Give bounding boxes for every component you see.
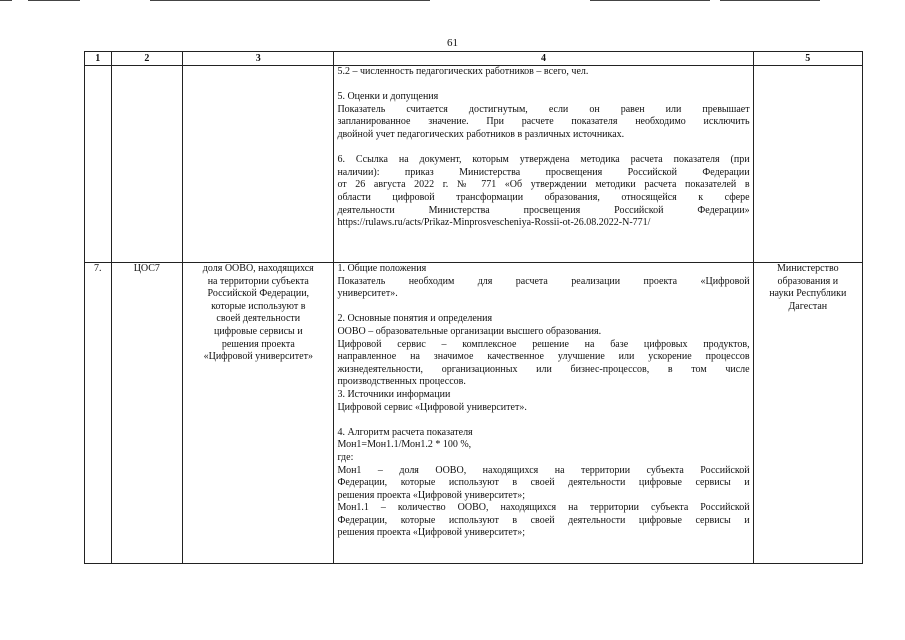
header-row — [85, 52, 863, 66]
indicator-name-line: решения проекта — [221, 338, 295, 350]
page-number: 61 — [447, 37, 458, 49]
section-2-line: направленное на значимое качественное улучшение или ускорение процессов — [337, 351, 750, 363]
top-rule-right — [590, 0, 710, 1]
row1-method-cell — [334, 66, 753, 263]
document-url: https://rulaws.ru/acts/Prikaz-Minprosvescheniya-Rossii-ot-26.08.2022-N-771/ — [337, 217, 651, 229]
indicator-name-line: цифровые сервисы и — [213, 325, 303, 337]
header-col-2: 2 — [111, 52, 183, 66]
section-6-line: области цифровой трансформации образования, относящейся к сфере — [337, 191, 750, 203]
header-col-3: 3 — [183, 52, 334, 66]
indicator-name-line: своей деятельности — [216, 313, 301, 325]
top-rule-right-2 — [720, 0, 820, 1]
section-2-line: ООВО – образовательные организации высшего образования. — [337, 325, 602, 337]
responsible-line: Дагестан — [788, 300, 828, 312]
section-6-line: от 26 августа 2022 г. № 771 «Об утверждении методики расчета показателей в — [337, 179, 750, 191]
section-4-line: решения проекта «Цифровой университет»; — [337, 489, 525, 501]
row1-responsible-cell — [753, 66, 862, 263]
top-rule-left — [0, 0, 12, 1]
header-col-5: 5 — [753, 52, 862, 66]
responsible-cell — [753, 263, 862, 564]
formula: Мон1=Мон1.1/Мон1.2 * 100 %, — [337, 439, 472, 451]
header-col-1: 1 — [85, 52, 112, 66]
top-rule-mid — [150, 0, 430, 1]
section-6-line: деятельности Министерства просвещения Российской Федерации» — [337, 204, 750, 216]
item-5-2: 5.2 – численность педагогических работников – всего, чел. — [337, 66, 589, 77]
indicator-name-line: которые используют в — [211, 300, 306, 312]
section-2-line: Цифровой сервис – комплексное решение на базе цифровых продуктов, — [337, 338, 750, 350]
indicator-name-line: «Цифровой университет» — [203, 351, 313, 363]
section-5-line: Показатель считается достигнутым, если он равен или превышает — [337, 103, 750, 115]
indicator-name-line: доля ООВО, находящихся — [202, 263, 314, 274]
indicator-name-line: Российской Федерации, — [207, 288, 310, 300]
section-5-title: 5. Оценки и допущения — [337, 91, 439, 103]
responsible-line: науки Республики — [769, 288, 847, 300]
section-5-line: двойной учет педагогических работников в различных источниках. — [337, 128, 625, 140]
indicator-name-cell — [183, 263, 334, 564]
indicator-method-cell — [334, 263, 753, 564]
table-row — [85, 263, 863, 564]
section-1-line: Показатель необходим для расчета реализации проекта «Цифровой — [337, 275, 750, 287]
section-2-title: 2. Основные понятия и определения — [337, 313, 493, 325]
section-2-line: жизнедеятельности, организационных или бизнес-процессов, в том числе — [337, 363, 750, 375]
methodology-table — [84, 51, 863, 564]
section-3-title: 3. Источники информации — [337, 388, 451, 400]
section-4-line: Мон1 – доля ООВО, находящихся на территории субъекта Российской — [337, 464, 750, 476]
header-col-4: 4 — [334, 52, 753, 66]
section-4-line: Федерации, которые используют в своей деятельности цифровые сервисы и — [337, 514, 750, 526]
section-3-line: Цифровой сервис «Цифровой университет». — [337, 401, 527, 413]
row1-name-cell — [183, 66, 334, 263]
indicator-code: ЦОС7 — [111, 263, 183, 564]
section-1-title: 1. Общие положения — [337, 263, 427, 274]
top-rule-left-2 — [28, 0, 80, 1]
indicator-name-line: на территории субъекта — [207, 275, 309, 287]
section-4-line: Федерации, которые используют в своей деятельности цифровые сервисы и — [337, 477, 750, 489]
responsible-line: Министерство — [776, 263, 839, 274]
row1-num-cell — [85, 66, 112, 263]
section-1-line: университет». — [337, 288, 398, 300]
section-2-line: производственных процессов. — [337, 376, 466, 388]
section-5-line: запланированное значение. При расчете показателя необходимо исключить — [337, 116, 750, 128]
row1-code-cell — [111, 66, 183, 263]
section-4-line: решения проекта «Цифровой университет»; — [337, 527, 525, 539]
table-row — [85, 66, 863, 263]
section-4-line: Мон1.1 – количество ООВО, находящихся на территории субъекта Российской — [337, 502, 750, 514]
section-6-line: наличии): приказ Министерства просвещения Российской Федерации — [337, 166, 750, 178]
section-6-line: 6. Ссылка на документ, которым утверждена методика расчета показателя (при — [337, 154, 750, 166]
section-4-title: 4. Алгоритм расчета показателя — [337, 426, 473, 438]
responsible-line: образования и — [777, 275, 839, 287]
formula-where: где: — [337, 451, 354, 463]
row-number: 7. — [85, 263, 112, 564]
